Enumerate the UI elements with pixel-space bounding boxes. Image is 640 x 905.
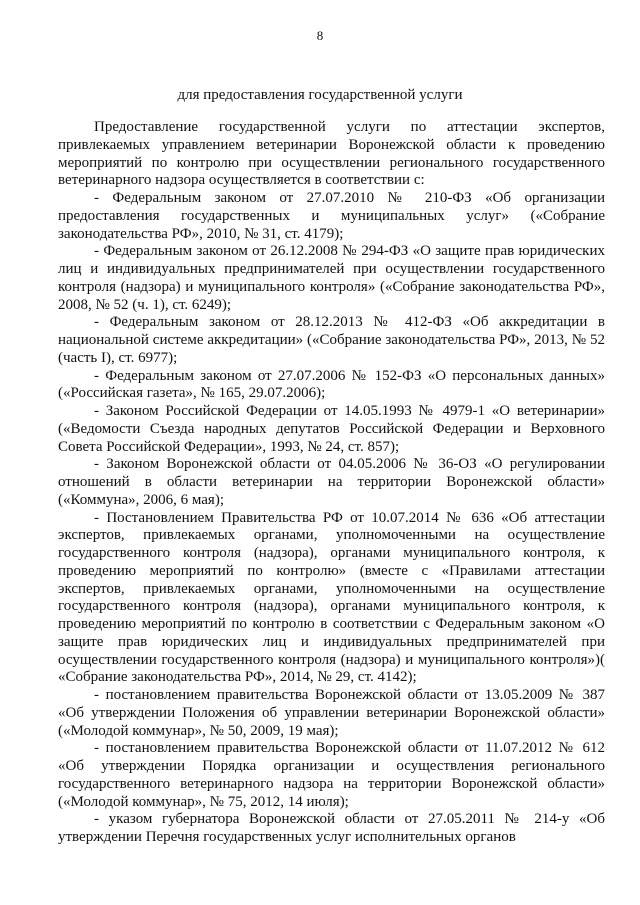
section-heading: для предоставления государственной услуги bbox=[177, 87, 463, 103]
paragraph-law-412fz: - Федеральным законом от 28.12.2013 № 412-ФЗ «Об аккредитации в национальной системе аккредитации» («Собрание законодательства РФ», 2013, № 52 (часть I), ст. 6977); bbox=[58, 314, 605, 366]
paragraph-intro: Предоставление государственной услуги по аттестации экспертов, привлекаемых управлением ветеринарии Воронежской области к проведению мероприятий по контролю при осуществлении регионального государственного ветеринарного надзора осуществляется в соответствии с: bbox=[58, 119, 605, 189]
paragraph-resolution-612: - постановлением правительства Воронежской области от 11.07.2012 № 612 «Об утверждении Порядка организации и осуществления регионального государственного ветеринарного надзора на территории Воронежской области» («Молодой коммунар», № 75, 2012, 14 июля); bbox=[58, 740, 605, 810]
page-number: 8 bbox=[316, 28, 324, 43]
document-body bbox=[58, 119, 605, 847]
paragraph-resolution-387: - постановлением правительства Воронежской области от 13.05.2009 № 387 «Об утверждении Положения об управлении ветеринарии Воронежской области» («Молодой коммунар», № 50, 2009, 19 мая); bbox=[58, 687, 605, 739]
paragraph-law-4979-1: - Законом Российской Федерации от 14.05.1993 № 4979-1 «О ветеринарии» («Ведомости Съезда народных депутатов Российской Федерации и Верховного Совета Российской Федерации», 1993, № 24, ст. 857); bbox=[58, 403, 605, 455]
paragraph-law-36oz: - Законом Воронежской области от 04.05.2006 № 36-ОЗ «О регулировании отношений в области ветеринарии на территории Воронежской области» («Коммуна», 2006, 6 мая); bbox=[58, 456, 605, 508]
paragraph-law-152fz: - Федеральным законом от 27.07.2006 № 152-ФЗ «О персональных данных» («Российская газета», № 165, 29.07.2006); bbox=[58, 367, 605, 402]
paragraph-law-210fz: - Федеральным законом от 27.07.2010 № 210-ФЗ «Об организации предоставления государственных и муниципальных услуг» («Собрание законодательства РФ», 2010, № 31, ст. 4179); bbox=[58, 190, 605, 242]
paragraph-decree-214u: - указом губернатора Воронежской области от 27.05.2011 № 214-у «Об утверждении Перечня государственных услуг исполнительных органов bbox=[58, 811, 605, 845]
paragraph-decree-636: - Постановлением Правительства РФ от 10.07.2014 № 636 «Об аттестации экспертов, привлекаемых органами, уполномоченными на осуществление государственного контроля (надзора), органами муниципального контроля, к проведению мероприятий по контролю» (вместе с «Правилами аттестации экспертов, привлекаемых органами, уполномоченными на осуществление государственного контроля (надзора), органами муниципального контроля, к проведению мероприятий по контролю в соответствии с Федеральным законом «О защите прав юридических лиц и индивидуальных предпринимателей при осуществлении государственного контроля (надзора) и муниципального контроля»)( «Собрание законодательства РФ», 2014, № 29, ст. 4142); bbox=[58, 509, 605, 686]
paragraph-law-294fz: - Федеральным законом от 26.12.2008 № 294-ФЗ «О защите прав юридических лиц и индивидуальных предпринимателей при осуществлении государственного контроля (надзора) и муниципального контроля» («Собрание законодательства РФ», 2008, № 52 (ч. 1), ст. 6249); bbox=[58, 243, 605, 313]
